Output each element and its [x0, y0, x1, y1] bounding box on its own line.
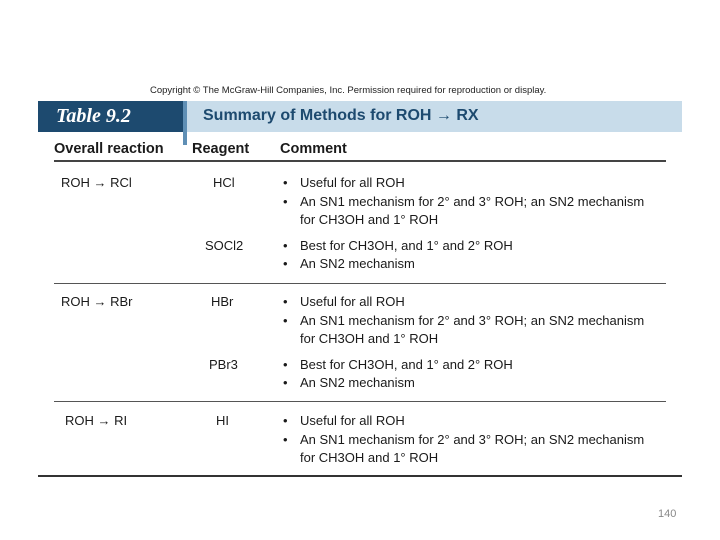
comment-hcl-3: for CH3OH and 1° ROH — [300, 212, 439, 227]
comment-hbr-3: for CH3OH and 1° ROH — [300, 331, 439, 346]
table-bottom-rule — [38, 475, 682, 477]
comment-hbr-2: • An SN1 mechanism for 2° and 3° ROH; an SN2 mechanism — [283, 313, 645, 328]
reaction-rcl: ROH → RCl — [61, 175, 132, 190]
comment-hi-2: • An SN1 mechanism for 2° and 3° ROH; an SN2 mechanism — [283, 432, 645, 447]
comment-socl2-1: • Best for CH3OH, and 1° and 2° ROH — [283, 238, 513, 253]
table-label-box — [38, 101, 183, 132]
comment-hi-3: for CH3OH and 1° ROH — [300, 450, 439, 465]
comment-socl2-2: • An SN2 mechanism — [283, 256, 415, 271]
reagent-hi: HI — [216, 413, 229, 428]
copyright-notice: Copyright © The McGraw-Hill Companies, Inc. Permission required for reproduction or display. — [150, 85, 547, 96]
comment-hbr-1: • Useful for all ROH — [283, 294, 405, 309]
reaction-rbr: ROH → RBr — [61, 294, 133, 309]
comment-pbr3-1: • Best for CH3OH, and 1° and 2° ROH — [283, 357, 513, 372]
comment-hi-1: • Useful for all ROH — [283, 413, 405, 428]
comment-pbr3-2: • An SN2 mechanism — [283, 375, 415, 390]
reagent-hcl: HCl — [213, 175, 235, 190]
comment-hcl-1: • Useful for all ROH — [283, 175, 405, 190]
header-rule — [54, 160, 666, 162]
table-title-box — [187, 101, 682, 132]
table-label: Table 9.2 — [56, 105, 131, 127]
page-number: 140 — [658, 508, 677, 520]
reagent-pbr3: PBr3 — [209, 357, 238, 372]
table-title: Summary of Methods for ROH → RX — [203, 107, 479, 124]
row-divider-1 — [54, 283, 666, 284]
comment-hcl-2: • An SN1 mechanism for 2° and 3° ROH; an SN2 mechanism — [283, 194, 645, 209]
row-divider-2 — [54, 401, 666, 402]
reagent-socl2: SOCl2 — [205, 238, 244, 253]
header-comment: Comment — [280, 141, 347, 157]
reagent-hbr: HBr — [211, 294, 234, 309]
header-overall-reaction: Overall reaction — [54, 141, 164, 157]
reaction-ri: ROH → RI — [65, 413, 128, 428]
header-reagent: Reagent — [192, 141, 250, 157]
table-title-bar — [38, 101, 682, 132]
